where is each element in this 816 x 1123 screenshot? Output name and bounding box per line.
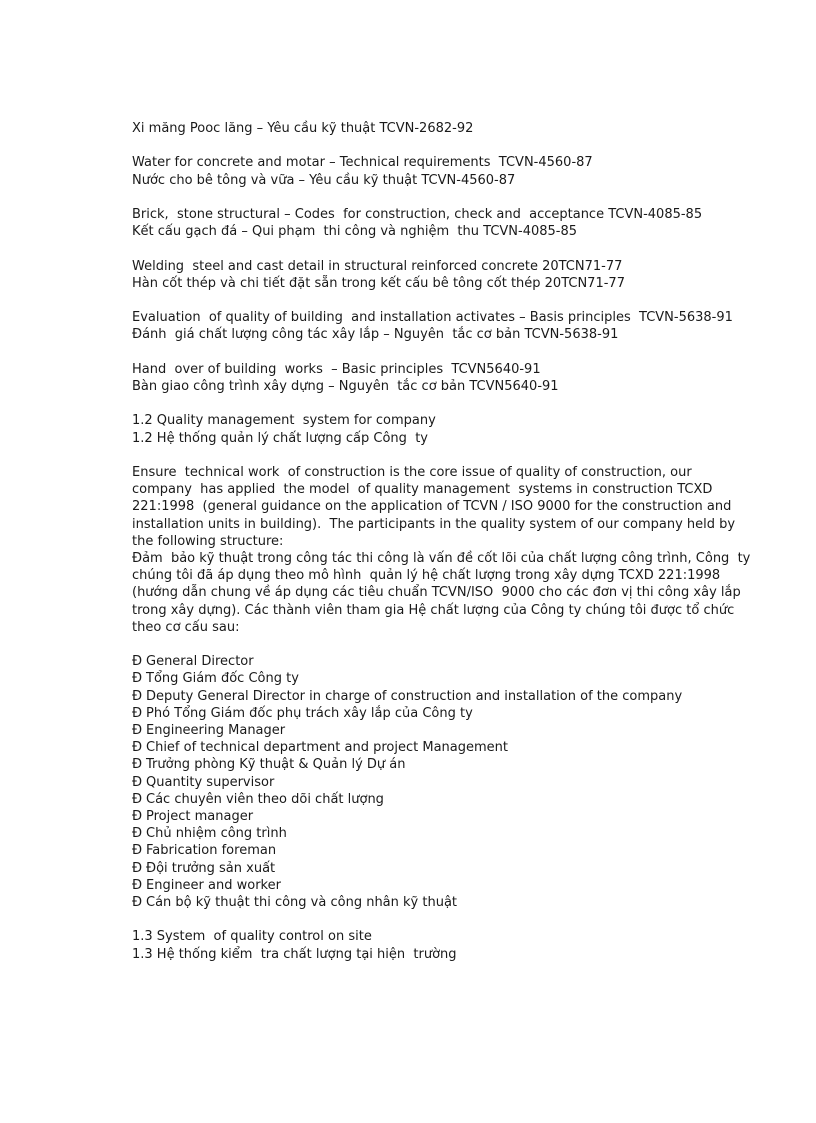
list-item-text: Fabrication foreman xyxy=(146,843,277,859)
standard-line-vi: Bàn giao công trình xây dựng – Nguyên tắc cơ bản TCVN5640-91 xyxy=(132,378,559,394)
standard-line: Xi măng Pooc lăng – Yêu cầu kỹ thuật TCVN-2682-92 xyxy=(132,121,474,136)
list-item xyxy=(132,722,752,739)
section-heading-en: 1.3 System of quality control on site xyxy=(132,929,372,945)
body-paragraph-vi: Đảm bảo kỹ thuật trong công tác thi công là vấn đề cốt lõi của chất lượng công trình, Công ty chúng tôi đã áp dụng theo mô hình quản lý hệ chất lượng trong xây dựng TCXD 221:1998 (hướng dẫn chung về áp dụng các tiêu chuẩn TCVN/ISO 9000 cho các đơn vị thi công xây lắp trong xây dựng). Các thành viên tham gia Hệ chất lượng của Công ty chúng tôi được tổ chức theo cơ cấu sau: xyxy=(132,550,755,635)
list-bullet: Đ xyxy=(132,774,143,790)
list-bullet: Đ xyxy=(132,895,143,911)
list-item xyxy=(132,825,752,842)
standard-line-vi: Kết cấu gạch đá – Qui phạm thi công và nghiệm thu TCVN-4085-85 xyxy=(132,224,578,240)
list-item xyxy=(132,756,752,773)
list-item-text: Engineering Manager xyxy=(146,722,286,738)
list-bullet: Đ xyxy=(132,740,143,756)
list-item-text: Đội trưởng sản xuất xyxy=(146,860,276,876)
list-bullet: Đ xyxy=(132,843,143,859)
list-item xyxy=(132,791,752,808)
list-item-text: Chủ nhiệm công trình xyxy=(146,826,287,842)
standard-line-vi: Đánh giá chất lượng công tác xây lắp – Nguyên tắc cơ bản TCVN-5638-91 xyxy=(132,327,619,343)
standard-entry xyxy=(132,258,752,292)
list-item-text: Chief of technical department and project Management xyxy=(146,740,509,756)
list-item-text: Cán bộ kỹ thuật thi công và công nhân kỹ thuật xyxy=(146,895,458,911)
list-bullet: Đ xyxy=(132,809,143,824)
list-bullet: Đ xyxy=(132,826,143,842)
list-item xyxy=(132,877,752,894)
list-item xyxy=(132,670,752,687)
standard-line-en: Water for concrete and motar – Technical requirements TCVN-4560-87 xyxy=(132,155,593,171)
list-bullet: Đ xyxy=(132,791,143,807)
list-bullet: Đ xyxy=(132,757,143,773)
list-item-text: Phó Tổng Giám đốc phụ trách xây lắp của Công ty xyxy=(146,705,473,721)
standard-entry xyxy=(132,309,752,343)
list-bullet: Đ xyxy=(132,654,143,670)
list-bullet: Đ xyxy=(132,722,143,738)
list-item xyxy=(132,808,752,825)
list-item xyxy=(132,653,752,670)
list-bullet: Đ xyxy=(132,688,143,704)
standard-line-en: Brick, stone structural – Codes for construction, check and acceptance TCVN-4085-85 xyxy=(132,206,703,222)
list-item xyxy=(132,842,752,859)
standard-entry xyxy=(132,120,752,137)
list-item xyxy=(132,705,752,722)
list-item-text: Engineer and worker xyxy=(146,877,281,893)
list-item-text: General Director xyxy=(146,654,254,670)
standard-line-vi: Hàn cốt thép và chi tiết đặt sẵn trong kết cấu bê tông cốt thép 20TCN71-77 xyxy=(132,275,625,291)
list-item-text: Project manager xyxy=(146,809,254,824)
section-heading-vi: 1.3 Hệ thống kiểm tra chất lượng tại hiện trường xyxy=(132,946,457,962)
document-page xyxy=(132,120,755,980)
list-item xyxy=(132,688,752,705)
body-paragraph-en: Ensure technical work of construction is the core issue of quality of construction, our company has applied the model of quality management systems in construction TCXD 221:1998 (general guidance on the application of TCVN / ISO 9000 for the construction and installation units in building). The participants in the quality system of our company held by the following structure: xyxy=(132,464,740,549)
standard-entry xyxy=(132,361,752,395)
list-item xyxy=(132,860,752,877)
section-heading-en: 1.2 Quality management system for company xyxy=(132,413,436,429)
standard-line-en: Welding steel and cast detail in structural reinforced concrete 20TCN71-77 xyxy=(132,258,623,274)
list-item-text: Các chuyên viên theo dõi chất lượng xyxy=(146,791,384,807)
list-item-text: Quantity supervisor xyxy=(146,774,275,790)
standard-entry xyxy=(132,206,752,240)
list-item xyxy=(132,739,752,756)
section-heading xyxy=(132,928,752,962)
body-paragraph xyxy=(132,464,755,636)
list-item xyxy=(132,894,752,911)
standard-line-en: Evaluation of quality of building and installation activates – Basis principles TCVN-5638-91 xyxy=(132,310,733,326)
standard-entry xyxy=(132,154,752,188)
list-item-text: Deputy General Director in charge of construction and installation of the company xyxy=(146,688,683,704)
list-item-text: Tổng Giám đốc Công ty xyxy=(146,671,299,687)
list-item xyxy=(132,774,752,791)
section-heading-vi: 1.2 Hệ thống quản lý chất lượng cấp Công ty xyxy=(132,430,428,446)
structure-list xyxy=(132,653,752,911)
list-bullet: Đ xyxy=(132,705,143,721)
list-bullet: Đ xyxy=(132,671,143,687)
list-item-text: Trưởng phòng Kỹ thuật & Quản lý Dự án xyxy=(146,757,406,773)
standard-line-vi: Nước cho bê tông và vữa – Yêu cầu kỹ thuật TCVN-4560-87 xyxy=(132,172,516,188)
section-heading xyxy=(132,412,752,446)
standard-line-en: Hand over of building works – Basic principles TCVN5640-91 xyxy=(132,361,541,377)
list-bullet: Đ xyxy=(132,877,143,893)
list-bullet: Đ xyxy=(132,860,143,876)
